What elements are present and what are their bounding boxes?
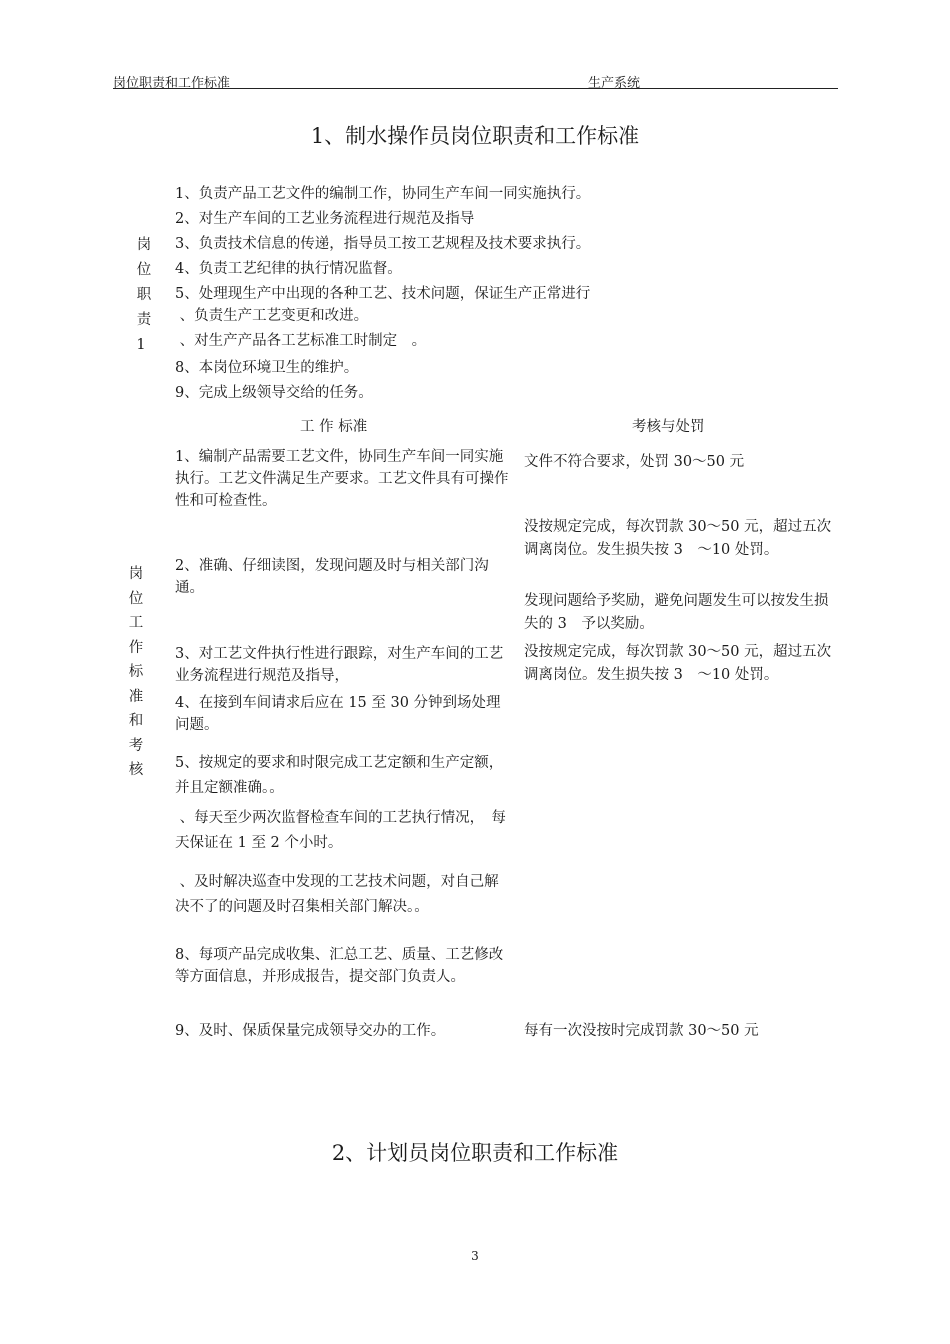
- standard-item: 4、在接到车间请求后应在 15 至 30 分钟到场处理问题。: [175, 695, 501, 733]
- duty-item: 、负责生产工艺变更和改进。: [175, 308, 369, 324]
- penalty-item: 没按规定完成，每次罚款 30～50 元，超过五次调离岗位。发生损失按 3 ～10 处罚。: [524, 519, 832, 558]
- duty-item: 2、对生产车间的工艺业务流程进行规范及指导: [175, 211, 475, 227]
- duty-item: 8、本岗位环境卫生的维护。: [175, 360, 359, 376]
- duty-item: 5、处理现生产中出现的各种工艺、技术问题，保证生产正常进行: [175, 286, 591, 302]
- header-left: 岗位职责和工作标准: [113, 76, 231, 91]
- penalty-item: 每有一次没按时完成罚款 30～50 元: [524, 1023, 759, 1039]
- standards-label-char: 和: [128, 713, 144, 729]
- standards-label-char: 位: [128, 590, 144, 607]
- standards-label-char: 工: [128, 615, 144, 631]
- duties-label-char: 职: [136, 287, 152, 303]
- duty-item: 9、完成上级领导交给的任务。: [175, 385, 373, 401]
- penalty-item: 发现问题给予奖励，避免问题发生可以按发生损失的 3 予以奖励。: [524, 593, 829, 632]
- duty-item: 4、负责工艺纪律的执行情况监督。: [175, 261, 402, 277]
- duties-label: [134, 233, 154, 358]
- duty-item: 3、负责技术信息的传递，指导员工按工艺规程及技术要求执行。: [175, 236, 591, 252]
- penalty-item: 没按规定完成，每次罚款 30～50 元，超过五次调离岗位。发生损失按 3 ～10 处罚。: [524, 644, 832, 683]
- section2-title: 2、计划员岗位职责和工作标准: [331, 1141, 619, 1165]
- standard-item: 5、按规定的要求和时限完成工艺定额和生产定额，并且定额准确。。: [175, 755, 504, 796]
- col-header-penalty: 考核与处罚: [632, 419, 705, 435]
- standard-item: 1、编制产品需要工艺文件，协同生产车间一同实施执行。工艺文件满足生产要求。工艺文件具有可操作性和可检查性。: [175, 449, 509, 509]
- standards-label-char: 准: [128, 688, 144, 705]
- standard-item: 3、对工艺文件执行性进行跟踪，对生产车间的工艺业务流程进行规范及指导，: [175, 646, 504, 684]
- section1-title: 1、制水操作员岗位职责和工作标准: [310, 124, 640, 148]
- standard-item: 9、及时、保质保量完成领导交办的工作。: [175, 1023, 446, 1039]
- duties-label-char: 责: [136, 312, 152, 328]
- standards-label: [126, 562, 146, 783]
- duty-item: 1、负责产品工艺文件的编制工作，协同生产车间一同实施执行。: [175, 186, 591, 202]
- header-rule: [113, 88, 838, 89]
- duties-label-char: 岗: [136, 237, 152, 253]
- col-header-standard: 工 作 标准: [300, 419, 368, 435]
- duties-label-char: 1: [136, 337, 146, 353]
- standards-label-char: 标: [128, 664, 144, 680]
- duties-label-char: 位: [136, 262, 152, 278]
- page-number: 3: [471, 1249, 479, 1263]
- standard-item: 8、每项产品完成收集、汇总工艺、质量、工艺修改等方面信息，并形成报告，提交部门负责人。: [175, 947, 504, 985]
- standard-item: 、每天至少两次监督检查车间的工艺执行情况， 每天保证在 1 至 2 个小时。: [175, 810, 506, 851]
- standards-label-char: 考: [128, 737, 144, 754]
- standards-label-char: 核: [128, 762, 144, 778]
- standard-item: 、及时解决巡查中发现的工艺技术问题，对自己解决不了的问题及时召集相关部门解决。。: [175, 874, 499, 915]
- header-right: 生产系统: [588, 76, 641, 91]
- standards-label-char: 岗: [128, 566, 144, 582]
- penalty-item: 文件不符合要求，处罚 30～50 元: [524, 454, 745, 470]
- standards-label-char: 作: [128, 639, 144, 656]
- duty-item: 、对生产产品各工艺标准工时制定 。: [175, 333, 427, 349]
- standard-item: 2、准确、仔细读图，发现问题及时与相关部门沟通。: [175, 558, 489, 596]
